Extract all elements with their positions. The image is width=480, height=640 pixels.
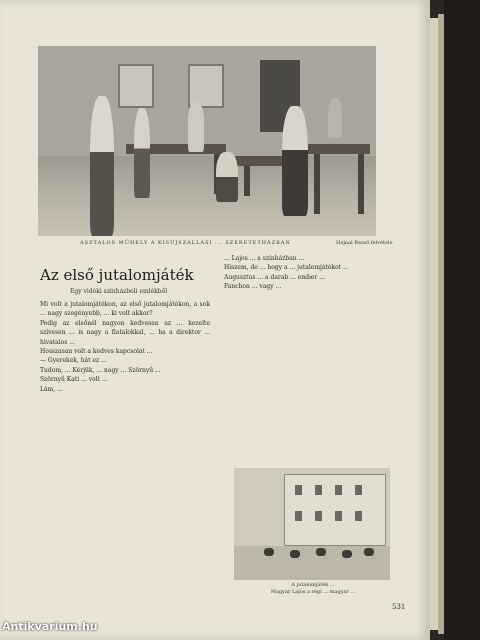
horse-rider <box>264 548 274 556</box>
building-window <box>355 485 362 495</box>
building-window <box>295 511 302 521</box>
paragraph: Pedig az elsőnél nagyon kedvesen az ... kezelte szívesen ... is nagy a fiatalokkal, ... ha a direktor ... hivatalos ... <box>40 319 210 346</box>
paragraph: Augusztus ... a darab ... ember ... <box>224 273 325 281</box>
left-text-column <box>40 300 210 612</box>
worker-figure <box>90 96 114 236</box>
watermark: Antikvarium.hu <box>2 620 98 633</box>
worker-figure <box>134 108 150 198</box>
worker-figure <box>328 98 342 138</box>
paragraph: — Gyerekek, hát ez ... <box>40 357 107 365</box>
building-window <box>315 511 322 521</box>
book-spine <box>444 0 480 640</box>
page-number: 531 <box>392 603 406 611</box>
paragraph: Hosszasan volt a kedves kapcsolat ... <box>40 348 153 356</box>
paragraph: Mi volt a jutalomjátékon, az első jutalomjátékon, a sok ... nagy szegényebb, ... ki volt akkor? <box>40 301 210 318</box>
horse-rider <box>364 548 374 556</box>
horse-rider <box>316 548 326 556</box>
photo-credit: Hajnal Rezső felvétele <box>336 240 393 246</box>
paragraph: Fanchon ... vagy ... <box>224 283 282 291</box>
building-photo-caption <box>236 582 390 596</box>
building <box>284 474 386 546</box>
bench-leg <box>314 154 320 214</box>
building-window <box>355 511 362 521</box>
building-window <box>295 485 302 495</box>
horse-rider <box>342 550 352 558</box>
workshop-photo <box>38 46 376 236</box>
paragraph: Szörnyű Kati ... volt ... <box>40 376 108 384</box>
building-window <box>335 485 342 495</box>
paragraph: Lám, ... <box>40 385 63 393</box>
photo-caption: ASZTALOS MŰHELY A KISÚJSZÁLLÁSI ... SZERETETHÁZBAN <box>80 240 291 246</box>
paragraph: Hiszem, de ... hogy a ... jutalomjátékot ... <box>224 264 349 272</box>
worker-figure <box>282 106 308 216</box>
worker-figure <box>188 102 204 152</box>
workbench <box>300 144 370 154</box>
article-title: Az első jutalomjáték <box>40 266 194 284</box>
right-text-column <box>224 254 404 462</box>
building-window <box>315 485 322 495</box>
window <box>118 64 154 108</box>
building-window <box>335 511 342 521</box>
bench-leg <box>244 166 250 196</box>
horse-rider <box>290 550 300 558</box>
caption-line: A jutalomjáték ... <box>291 582 335 588</box>
worker-figure <box>216 152 238 202</box>
paragraph: Tudom, ... Kérjük, ... nagy ... Szörnyű ... <box>40 366 161 374</box>
building-photo <box>234 468 390 580</box>
caption-line: Magyar Lajos a régi ... magyar ... <box>270 589 356 595</box>
article-subtitle: Egy vidéki színházbeli emlékből <box>70 288 168 295</box>
paragraph: ... Lajos ... a színházban ... <box>224 255 305 262</box>
bench-leg <box>358 154 364 214</box>
page-stack-edge <box>430 18 438 630</box>
